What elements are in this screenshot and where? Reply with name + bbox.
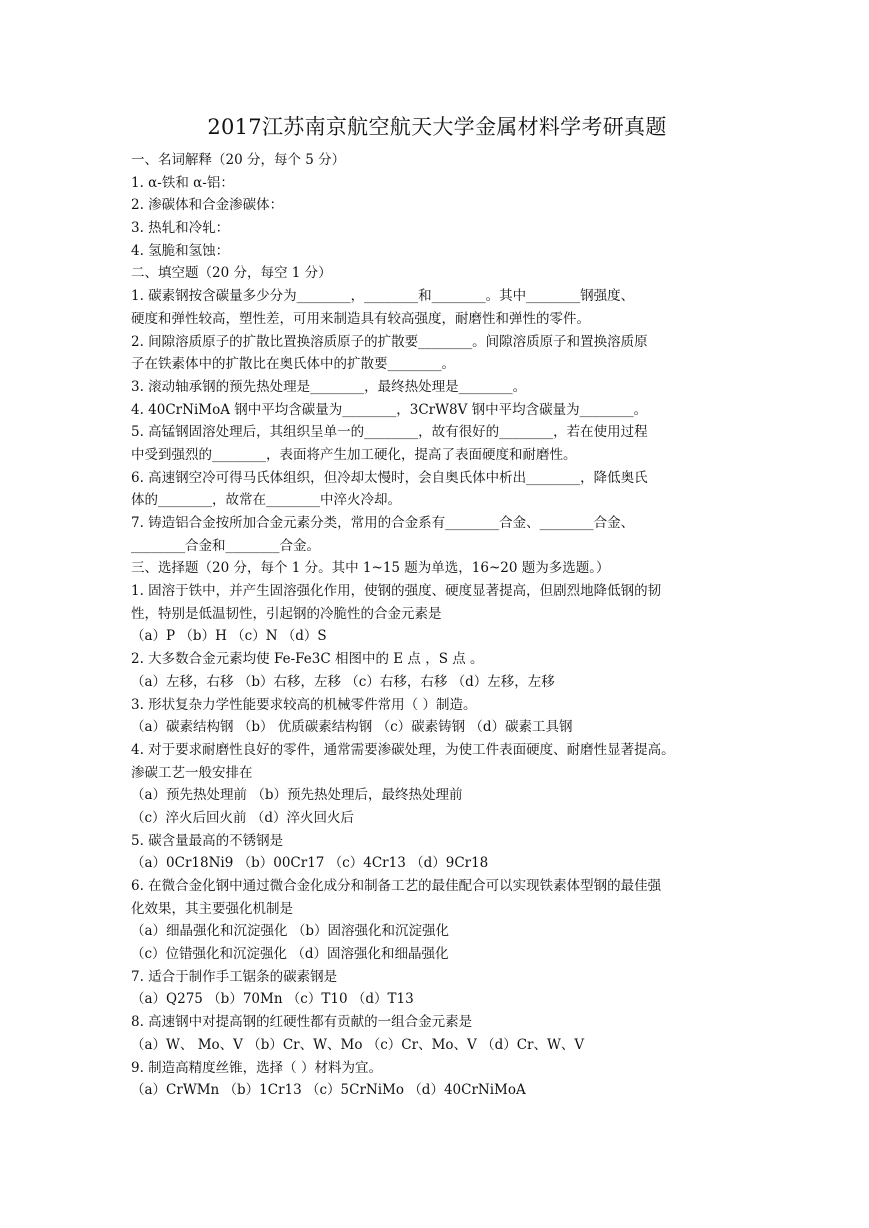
text-line: 中受到强烈的________，表面将产生加工硬化，提高了表面硬度和耐磨性。: [131, 446, 577, 463]
text-line: （a）左移，右移 （b）右移，左移 （c）右移，右移 （d）左移，左移: [131, 673, 555, 690]
text-line: （a）Q275 （b）70Mn （c）T10 （d）T13: [131, 991, 414, 1008]
text-line: 三、选择题（20 分，每个 1 分。其中 1~15 题为单选，16~20 题为多选题。）: [131, 560, 610, 577]
text-line: 3. 形状复杂力学性能要求较高的机械零件常用（ ）制造。: [131, 696, 477, 713]
text-line: 9. 制造高精度丝锥，选择（ ）材料为宜。: [131, 1059, 382, 1076]
text-line: ________合金和________合金。: [131, 537, 320, 554]
text-line: （a）细晶强化和沉淀强化 （b）固溶强化和沉淀强化: [131, 923, 449, 940]
exam-title: 2017江苏南京航空航天大学金属材料学考研真题: [207, 115, 667, 139]
text-line: （a）P （b）H （c）N （d）S: [131, 628, 327, 645]
text-line: 7. 铸造铝合金按所加合金元素分类，常用的合金系有________合金、________合金、: [131, 515, 635, 531]
text-line: 性，特别是低温韧性，引起钢的冷脆性的合金元素是: [131, 605, 442, 622]
text-line: 渗碳工艺一般安排在: [131, 764, 253, 781]
text-line: 5. 碳含量最高的不锈钢是: [131, 832, 284, 849]
text-line: 1. α-铁和 α-铝：: [131, 174, 234, 191]
text-line: （c）淬火后回火前 （d）淬火回火后: [131, 809, 354, 826]
text-line: 4. 40CrNiMoA 钢中平均含碳量为________，3CrW8V 钢中平均含碳量为________。: [131, 401, 648, 418]
text-line: 6. 在微合金化钢中通过微合金化成分和制备工艺的最佳配合可以实现铁素体型钢的最佳强: [131, 878, 662, 894]
text-line: 3. 滚动轴承钢的预先热处理是________，最终热处理是________。: [131, 378, 527, 395]
exam-page: [131, 112, 743, 1102]
text-line: （a）0Cr18Ni9 （b）00Cr17 （c）4Cr13 （d）9Cr18: [131, 855, 489, 872]
text-line: （a）CrWMn （b）1Cr13 （c）5CrNiMo （d）40CrNiMoA: [131, 1082, 526, 1099]
text-line: 体的________，故常在________中淬火冷却。: [131, 492, 401, 509]
text-line: 2. 间隙溶质原子的扩散比置换溶质原子的扩散要________。间隙溶质原子和置换溶质原: [131, 333, 648, 350]
text-line: 化效果，其主要强化机制是: [131, 900, 293, 917]
text-line: 4. 对于要求耐磨性良好的零件，通常需要渗碳处理，为使工件表面硬度、耐磨性显著提高。: [131, 741, 675, 758]
text-line: 3. 热轧和冷轧：: [131, 220, 230, 237]
text-line: 5. 高锰钢固溶处理后，其组织呈单一的________，故有很好的________，若在使用过程: [131, 424, 648, 441]
text-line: 8. 高速钢中对提高钢的红硬性都有贡献的一组合金元素是: [131, 1014, 473, 1031]
text-line: 1. 碳素钢按含碳量多少分为________，________和________。其中________钢强度、: [131, 288, 635, 305]
text-line: 4. 氢脆和氢蚀：: [131, 242, 230, 259]
text-line: 1. 固溶于铁中，并产生固溶强化作用，使钢的强度、硬度显著提高，但剧烈地降低钢的韧: [131, 583, 662, 600]
text-line: 二、填空题（20 分，每空 1 分）: [131, 265, 332, 282]
text-line: （c）位错强化和沉淀强化 （d）固溶强化和细晶强化: [131, 946, 449, 963]
exam-body: [131, 149, 743, 1102]
text-line: （a）碳素结构钢 （b） 优质碳素结构钢 （c）碳素铸钢 （d）碳素工具钢: [131, 719, 573, 736]
text-line: （a）预先热处理前 （b）预先热处理后，最终热处理前: [131, 787, 463, 804]
text-line: 2. 大多数合金元素均使 Fe-Fe3C 相图中的 E 点 ，S 点 。: [131, 651, 484, 668]
text-line: 6. 高速钢空冷可得马氏体组织，但冷却太慢时，会自奥氏体中析出________，降低奥氏: [131, 469, 648, 486]
text-line: 一、名词解释（20 分，每个 5 分）: [131, 152, 346, 168]
text-line: 子在铁素体中的扩散比在奥氏体中的扩散要________。: [131, 356, 455, 373]
text-line: 2. 渗碳体和合金渗碳体：: [131, 197, 284, 214]
text-line: 7. 适合于制作手工锯条的碳素钢是: [131, 968, 338, 985]
text-line: （a）W、 Mo、V （b）Cr、W、Mo （c）Cr、Mo、V （d）Cr、W、V: [131, 1036, 585, 1053]
text-line: 硬度和弹性较高，塑性差，可用来制造具有较高强度，耐磨性和弹性的零件。: [131, 310, 590, 327]
